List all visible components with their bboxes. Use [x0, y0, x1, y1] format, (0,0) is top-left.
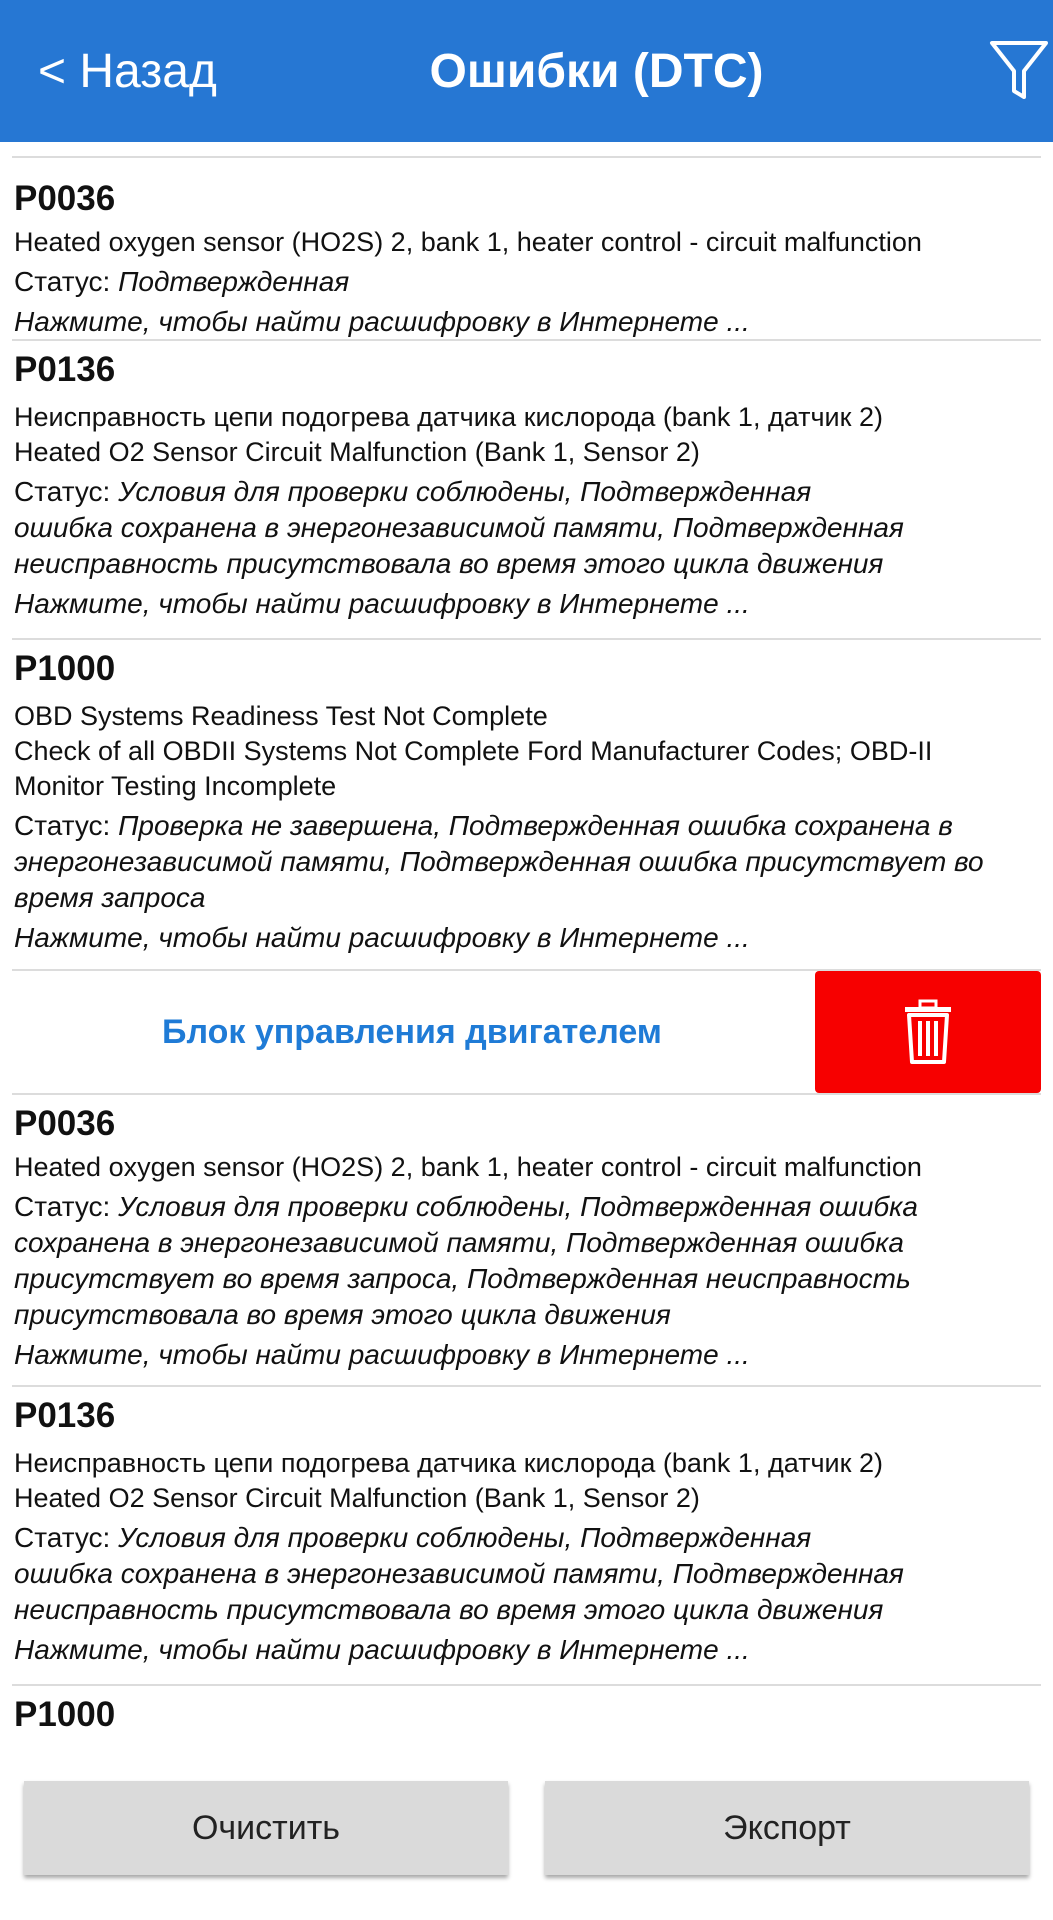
trash-icon [903, 999, 953, 1065]
dtc-code: P0036 [14, 1104, 116, 1143]
group-title: Блок управления двигателем [162, 1013, 662, 1051]
page-title: Ошибки (DTC) [429, 45, 764, 98]
dtc-status: Статус: Подтвержденная [14, 266, 350, 297]
search-online-link[interactable]: Нажмите, чтобы найти расшифровку в Интернете ... [14, 306, 750, 337]
dtc-description: OBD Systems Readiness Test Not Complete [14, 701, 548, 731]
search-online-link[interactable]: Нажмите, чтобы найти расшифровку в Интернете ... [14, 1634, 750, 1665]
top-app-bar [0, 0, 1053, 142]
dtc-status: неисправность присутствовала во время этого цикла движения [14, 548, 884, 579]
dtc-item[interactable] [12, 638, 1041, 971]
export-button[interactable]: Экспорт [545, 1781, 1029, 1875]
dtc-status: Статус: Проверка не завершена, Подтвержденная ошибка сохранена в [14, 810, 953, 841]
dtc-description: Heated O2 Sensor Circuit Malfunction (Bank 1, Sensor 2) [14, 1483, 700, 1513]
dtc-item[interactable] [12, 1385, 1041, 1684]
back-button[interactable]: < Назад [38, 45, 217, 98]
dtc-status: время запроса [14, 882, 206, 913]
dtc-status: ошибка сохранена в энергонезависимой памяти, Подтвержденная [14, 1558, 904, 1589]
dtc-status: присутствует во время запроса, Подтвержденная неисправность [14, 1263, 911, 1294]
dtc-description: Heated O2 Sensor Circuit Malfunction (Bank 1, Sensor 2) [14, 437, 700, 467]
dtc-code: P0136 [14, 350, 116, 389]
dtc-item[interactable] [12, 156, 1041, 339]
dtc-code: P1000 [14, 1695, 116, 1734]
dtc-item[interactable] [12, 1684, 1041, 1756]
search-online-link[interactable]: Нажмите, чтобы найти расшифровку в Интернете ... [14, 922, 750, 953]
dtc-description: Check of all OBDII Systems Not Complete Ford Manufacturer Codes; OBD-II [14, 736, 933, 766]
dtc-status: ошибка сохранена в энергонезависимой памяти, Подтвержденная [14, 512, 904, 543]
search-online-link[interactable]: Нажмите, чтобы найти расшифровку в Интернете ... [14, 1339, 750, 1370]
dtc-description: Неисправность цепи подогрева датчика кислорода (bank 1, датчик 2) [14, 1448, 883, 1478]
dtc-list[interactable] [0, 142, 1053, 1757]
dtc-description: Heated oxygen sensor (HO2S) 2, bank 1, heater control - circuit malfunction [14, 1152, 922, 1182]
dtc-description: Monitor Testing Incomplete [14, 771, 337, 801]
dtc-status: Статус: Условия для проверки соблюдены, Подтвержденная ошибка [14, 1191, 918, 1222]
ecu-group-header[interactable] [12, 969, 1041, 1095]
dtc-item[interactable] [12, 339, 1041, 638]
dtc-description: Heated oxygen sensor (HO2S) 2, bank 1, heater control - circuit malfunction [14, 227, 922, 257]
dtc-status: Статус: Условия для проверки соблюдены, Подтвержденная [14, 1522, 812, 1553]
dtc-code: P0036 [14, 179, 116, 218]
clear-button[interactable]: Очистить [24, 1781, 508, 1875]
dtc-status: энергонезависимой памяти, Подтвержденная ошибка присутствует во [14, 846, 984, 877]
search-online-link[interactable]: Нажмите, чтобы найти расшифровку в Интернете ... [14, 588, 750, 619]
dtc-status: неисправность присутствовала во время этого цикла движения [14, 1594, 884, 1625]
filter-icon[interactable] [988, 37, 1050, 105]
dtc-status: сохранена в энергонезависимой памяти, Подтвержденная ошибка [14, 1227, 904, 1258]
dtc-code: P0136 [14, 1396, 116, 1435]
dtc-status: Статус: Условия для проверки соблюдены, Подтвержденная [14, 476, 812, 507]
dtc-item[interactable] [12, 1093, 1041, 1385]
dtc-code: P1000 [14, 649, 116, 688]
dtc-status: присутствовала во время этого цикла движения [14, 1299, 671, 1330]
dtc-description: Неисправность цепи подогрева датчика кислорода (bank 1, датчик 2) [14, 402, 883, 432]
delete-button[interactable] [815, 971, 1041, 1093]
